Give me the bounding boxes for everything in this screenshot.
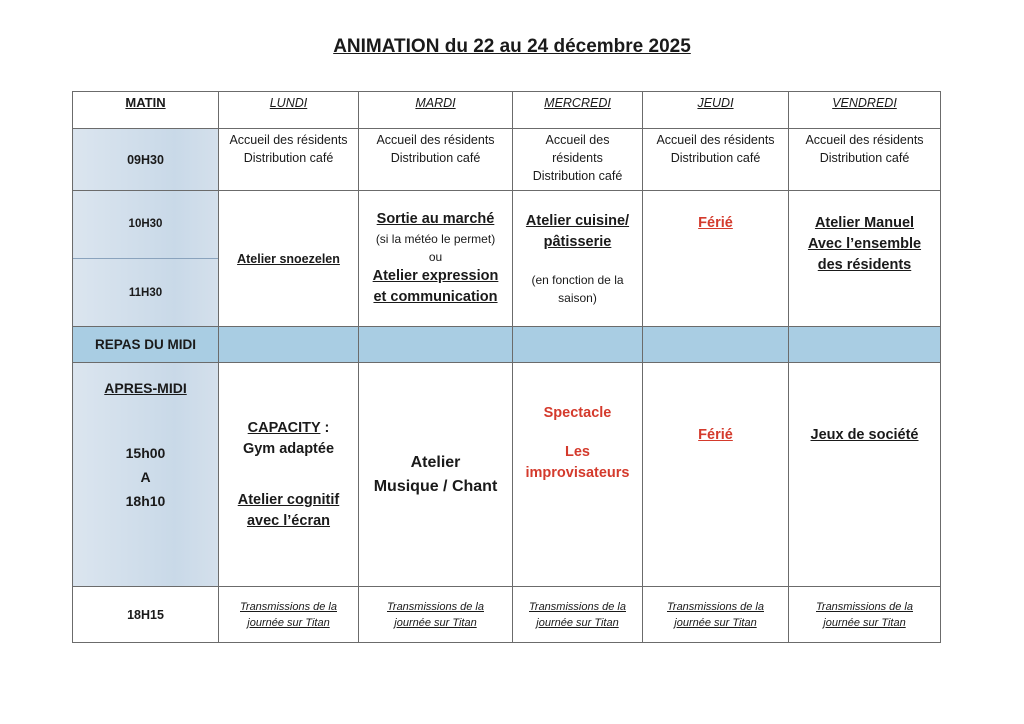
cell-0930-mardi <box>359 129 513 191</box>
cell-1030-lundi: Atelier snoezelen <box>219 191 359 327</box>
transmission-text-2: journée sur Titan <box>394 616 477 629</box>
day-header-lundi: LUNDI <box>219 92 359 129</box>
atelier-expression: Atelier expression <box>372 268 499 284</box>
transmission-text: Transmissions de la <box>240 600 337 613</box>
row-1030 <box>73 191 941 327</box>
transmission-text: Transmissions de la <box>529 600 626 613</box>
row-afternoon <box>73 363 941 587</box>
afternoon-time <box>73 363 219 587</box>
capacity-text: CAPACITY <box>247 419 321 436</box>
spectacle-text: Spectacle <box>543 405 612 421</box>
atelier-manuel: Atelier Manuel <box>814 215 915 231</box>
ferie-text: Férié <box>698 215 733 231</box>
transmission-text-2: journée sur Titan <box>247 616 330 629</box>
transmission-text-2: journée sur Titan <box>674 616 757 629</box>
cell-1030-jeudi <box>643 191 789 327</box>
cell-pm-mercredi <box>513 363 643 587</box>
repas-band-lundi <box>219 327 359 363</box>
transmission-text-2: journée sur Titan <box>536 616 619 629</box>
atelier-manuel-3: des résidents <box>817 257 912 273</box>
day-header-mardi: MARDI <box>359 92 513 129</box>
matin-header: MATIN <box>73 92 219 129</box>
cell-0930-lundi <box>219 129 359 191</box>
cell-1030-mercredi <box>513 191 643 327</box>
atelier-cognitif-2: avec l’écran <box>246 512 331 529</box>
cell-pm-mardi <box>359 363 513 587</box>
cafe-text: Distribution café <box>819 151 910 165</box>
row-repas <box>73 327 941 363</box>
accueil-text: Accueil des résidents <box>229 133 348 147</box>
capacity-line <box>223 418 354 439</box>
cafe-text: Distribution café <box>243 151 334 165</box>
cafe-text: Distribution café <box>390 151 481 165</box>
atelier-musique-2: Musique / Chant <box>373 477 498 495</box>
sortie-marche: Sortie au marché <box>376 211 495 227</box>
troupe-text: Les <box>565 444 590 460</box>
repas-band-vendredi <box>789 327 941 363</box>
ferie-text: Férié <box>698 427 733 443</box>
atelier-cuisine-2: pâtisserie <box>543 233 612 250</box>
page-title: ANIMATION du 22 au 24 décembre 2025 <box>333 36 691 57</box>
cell-pm-jeudi <box>643 363 789 587</box>
cell-0930-mercredi <box>513 129 643 191</box>
cafe-text: Distribution café <box>532 169 623 183</box>
jeux-de-societe: Jeux de société <box>810 427 919 443</box>
atelier-musique: Atelier <box>410 453 461 471</box>
time-1815: 18H15 <box>73 587 219 643</box>
atelier-expression-2: et communication <box>373 289 498 305</box>
row-1815 <box>73 587 941 643</box>
accueil-text: Accueil des résidents <box>656 133 775 147</box>
atelier-cuisine: Atelier cuisine/ <box>525 212 630 229</box>
repas-du-midi: REPAS DU MIDI <box>73 327 219 363</box>
colon-text: : <box>320 419 330 436</box>
transmission-text: Transmissions de la <box>667 600 764 613</box>
transmission-text: Transmissions de la <box>816 600 913 613</box>
accueil-text: Accueil des résidents <box>376 133 495 147</box>
repas-band-mardi <box>359 327 513 363</box>
cell-1815-lundi <box>219 587 359 643</box>
cell-1030-mardi <box>359 191 513 327</box>
cell-0930-vendredi <box>789 129 941 191</box>
row-0930 <box>73 129 941 191</box>
transmission-text-2: journée sur Titan <box>823 616 906 629</box>
time-1130: 11H30 <box>128 286 163 299</box>
time-1030: 10H30 <box>73 191 218 260</box>
cell-1815-jeudi <box>643 587 789 643</box>
transmission-text: Transmissions de la <box>387 600 484 613</box>
repas-band-jeudi <box>643 327 789 363</box>
cell-1030-vendredi <box>789 191 941 327</box>
day-header-jeudi: JEUDI <box>643 92 789 129</box>
cell-1815-vendredi <box>789 587 941 643</box>
cell-0930-jeudi <box>643 129 789 191</box>
time-end: 18h10 <box>125 493 166 509</box>
time-1030-1130 <box>73 191 219 327</box>
cell-pm-vendredi <box>789 363 941 587</box>
meteo-note: (si la météo le permet) <box>375 232 496 246</box>
day-header-mercredi: MERCREDI <box>513 92 643 129</box>
atelier-cognitif: Atelier cognitif <box>237 491 340 508</box>
atelier-manuel-2: Avec l’ensemble <box>807 236 922 252</box>
cell-1815-mercredi <box>513 587 643 643</box>
saison-note-2: saison) <box>558 290 597 305</box>
time-a: A <box>140 469 151 485</box>
accueil-text-2: résidents <box>552 151 603 165</box>
apres-midi-label: APRES-MIDI <box>104 380 187 396</box>
accueil-text: Accueil des résidents <box>805 133 924 147</box>
cell-1815-mardi <box>359 587 513 643</box>
gym-adaptee: Gym adaptée <box>242 440 335 457</box>
repas-band-mercredi <box>513 327 643 363</box>
schedule-table <box>72 91 941 643</box>
saison-note: (en fonction de la <box>531 272 624 287</box>
day-header-vendredi: VENDREDI <box>789 92 941 129</box>
or-text: ou <box>428 250 443 264</box>
time-start: 15h00 <box>125 445 166 461</box>
header-row <box>73 92 941 129</box>
time-0930: 09H30 <box>73 129 219 191</box>
troupe-text-2: improvisateurs <box>525 465 630 481</box>
cell-pm-lundi <box>219 363 359 587</box>
cafe-text: Distribution café <box>670 151 761 165</box>
accueil-text: Accueil des <box>545 133 610 147</box>
